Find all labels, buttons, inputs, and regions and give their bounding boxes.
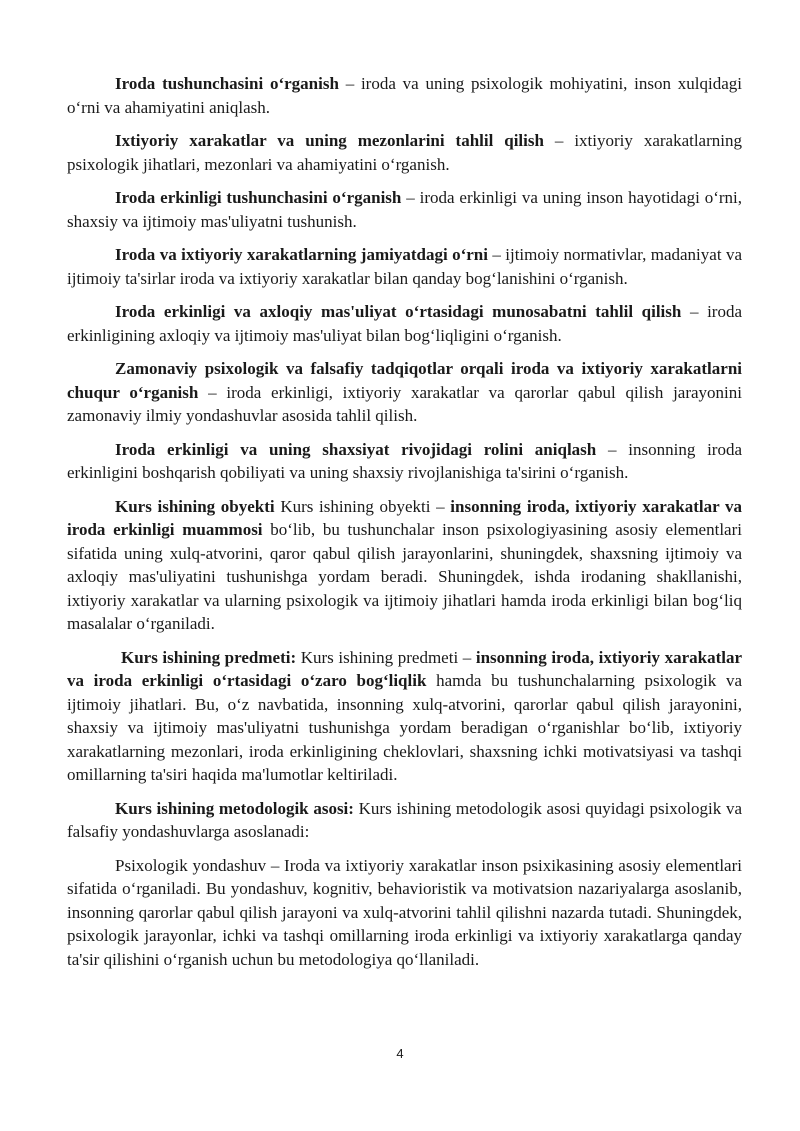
paragraph-zamonaviy-tadqiqotlar xyxy=(67,357,742,428)
paragraph-jamiyatdagi-orni xyxy=(67,243,742,290)
psixologik-text: Psixologik yondashuv – Iroda va ixtiyoriy xarakatlar inson psixikasining asosiy elementlari sifatida o‘rganiladi. Bu yondashuv, kognitiv, behavioristik va motivatsion nazariyalarga asoslanib, insonning qarorlar qabul qilish jarayoni va xulq-atvorini tahlil qilishni nazarda tutadi. Shuningdek, psixologik jarayonlar, ichki va tashqi omillarning iroda erkinligi va ixtiyoriy xarakatlarga qanday ta'sir qilishini o‘rganish uchun bu metodologiya qo‘llaniladi. xyxy=(67,855,742,969)
paragraph-iroda-tushunchasi xyxy=(67,72,742,119)
paragraph-text: – ixtiyoriy xarakatlarning psixologik jihatlari, mezonlari va ahamiyatini o‘rganish. xyxy=(67,131,742,174)
metodologik-text: Kurs ishining metodologik asosi quyidagi psixologik va falsafiy yondashuvlarga asoslanadi: xyxy=(67,798,742,841)
obyekt-bold: insonning iroda, ixtiyoriy xarakatlar va iroda erkinligi muammosi xyxy=(67,496,742,539)
predmet-bold: insonning iroda, ixtiyoriy xarakatlar va iroda erkinligi o‘rtasidagi o‘zaro bog‘liqlik xyxy=(67,647,742,690)
document-page xyxy=(67,72,742,981)
paragraph-axloqiy-masuliyat xyxy=(67,300,742,347)
paragraph-kurs-obyekti xyxy=(67,495,742,636)
paragraph-text: – iroda erkinligining axloqiy va ijtimoiy mas'uliyat bilan bog‘liqligini o‘rganish. xyxy=(67,302,742,345)
metodologik-label: Kurs ishining metodologik asosi: xyxy=(115,798,354,818)
paragraph-heading: Iroda va ixtiyoriy xarakatlarning jamiyatdagi o‘rni xyxy=(115,245,488,264)
predmet-label: Kurs ishining predmeti: xyxy=(121,647,297,667)
paragraph-psixologik-yondashuv xyxy=(67,854,742,972)
paragraph-metodologik-asos xyxy=(67,797,742,844)
paragraph-text: – iroda va uning psixologik mohiyatini, inson xulqidagi o‘rni va ahamiyatini aniqlash. xyxy=(67,74,743,117)
paragraph-iroda-erkinligi xyxy=(67,186,742,233)
page-number: 4 xyxy=(396,1046,404,1061)
paragraph-text: – iroda erkinligi, ixtiyoriy xarakatlar va qarorlar qabul qilish jarayonini zamonaviy ilmiy yondashuvlar asosida tahlil qilish. xyxy=(67,382,742,425)
paragraph-heading: Zamonaviy psixologik va falsafiy tadqiqotlar orqali iroda va ixtiyoriy xarakatlarni chuqur o‘rganish xyxy=(67,359,742,402)
obyekt-lead: Kurs ishining obyekti – xyxy=(274,496,451,516)
predmet-lead: Kurs ishining predmeti – xyxy=(296,647,476,667)
paragraph-text: – ijtimoiy normativlar, madaniyat va ijtimoiy ta'sirlar iroda va ixtiyoriy xarakatlar bilan qanday bog‘lanishini o‘rganish. xyxy=(67,245,742,288)
predmet-text: hamda bu tushunchalarning psixologik va ijtimoiy jihatlari. Bu, o‘z navbatida, insonning xulq-atvorini, qarorlar qabul qilish jarayonini, shaxsiy va ijtimoiy mas'uliyatni tushunishga yordam beradigan o‘rganishlar bo‘lib, ixtiyoriy xarakatlarning mezonlari, iroda erkinligining cheklovlari, shaxsning ichki motivatsiyasi va tashqi omillarning ta'siri haqida ma'lumotlar keltiriladi. xyxy=(67,671,743,784)
obyekt-text: bo‘lib, bu tushunchalar inson psixologiyasining asosiy elementlari sifatida uning xulq-atvorini, qaror qabul qilish jarayonlarini, shuningdek, shaxsning ijtimoiy va axloqiy mas'uliyatini tushunishga yordam beradi. Shuningdek, ishda irodaning shakllanishi, ixtiyoriy xarakatlar va ularning psixologik va ijtimoiy jihatlari hamda iroda erkinligi bilan bog‘liq masalalar o‘rganiladi. xyxy=(67,520,742,633)
paragraph-heading: Iroda erkinligi va uning shaxsiyat rivojidagi rolini aniqlash xyxy=(115,439,597,459)
paragraph-ixtiyoriy-xarakatlar xyxy=(67,129,742,176)
paragraph-heading: Iroda erkinligi va axloqiy mas'uliyat o‘rtasidagi munosabatni tahlil qilish xyxy=(115,302,682,321)
obyekt-label: Kurs ishining obyekti xyxy=(115,496,275,516)
paragraph-text: – iroda erkinligi va uning inson hayotidagi o‘rni, shaxsiy va ijtimoiy mas'uliyatni tushunish. xyxy=(67,188,742,231)
paragraph-heading: Iroda tushunchasini o‘rganish xyxy=(115,74,339,93)
paragraph-shaxsiyat-rivoji xyxy=(67,438,742,485)
paragraph-text: – insonning iroda erkinligini boshqarish qobiliyati va uning shaxsiy rivojlanishiga ta'sirini o‘rganish. xyxy=(67,439,742,482)
paragraph-heading: Ixtiyoriy xarakatlar va uning mezonlarini tahlil qilish xyxy=(115,131,544,150)
paragraph-heading: Iroda erkinligi tushunchasini o‘rganish xyxy=(115,188,402,207)
paragraph-kurs-predmeti xyxy=(67,646,742,787)
